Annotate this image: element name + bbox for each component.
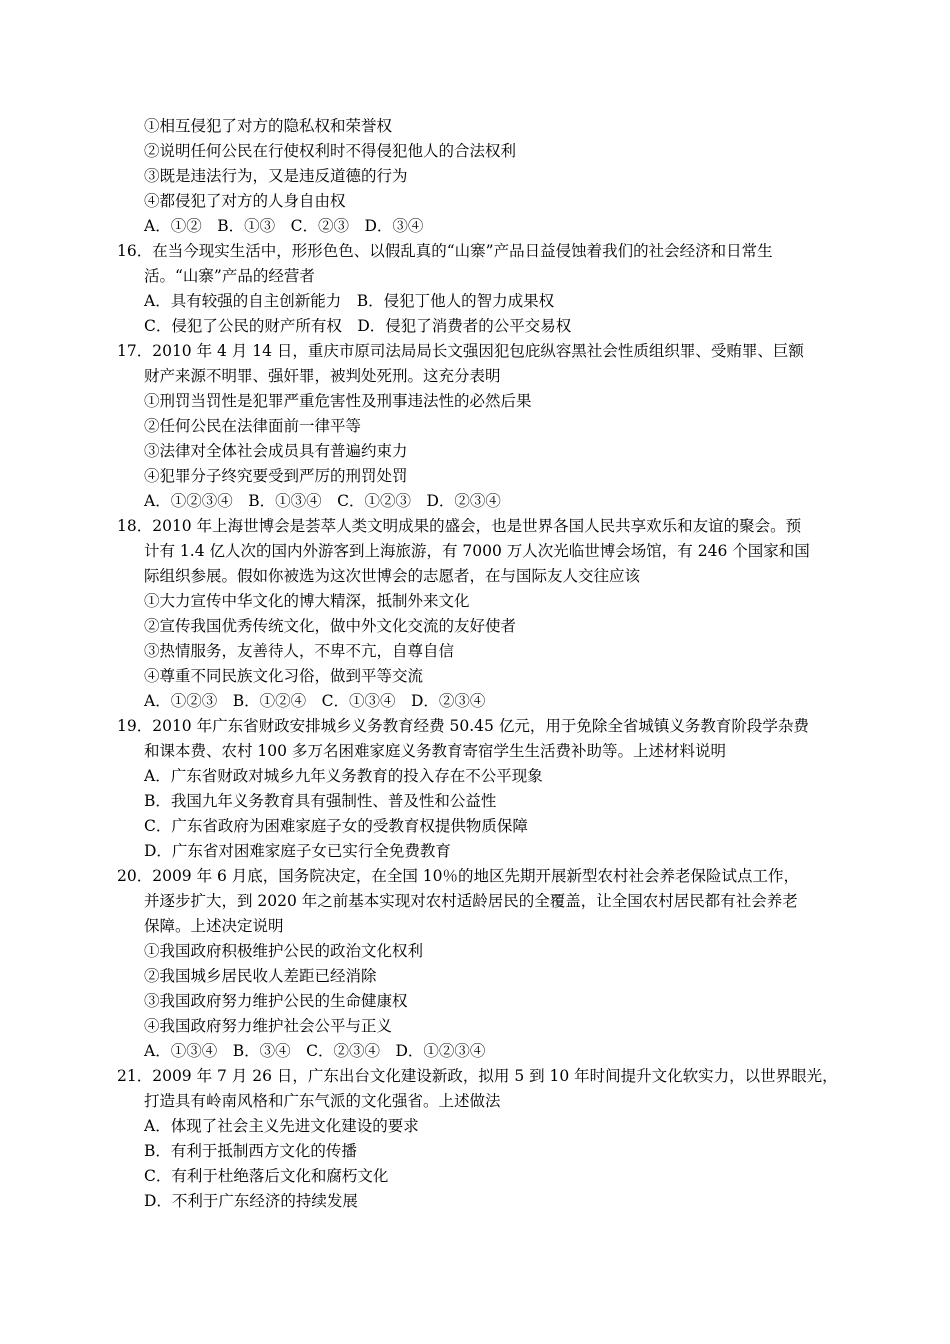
text-line: 打造具有岭南风格和广东气派的文化强省。上述做法 [144,1092,501,1110]
question-16: 16．在当今现实生活中，形形色色、以假乱真的“山寨”产品日益侵蚀着我们的社会经济和日常生 [117,242,773,260]
text-line: ①相互侵犯了对方的隐私权和荣誉权 [144,117,393,135]
text-line: ④我国政府努力维护社会公平与正义 [144,1017,393,1035]
text-line: ③热情服务，友善待人，不卑不亢，自尊自信 [144,642,455,660]
text-line: 财产来源不明罪、强奸罪，被判处死刑。这充分表明 [144,367,501,385]
text-line: C．有利于杜绝落后文化和腐朽文化 [144,1167,389,1185]
text-line: ②我国城乡居民收人差距已经消除 [144,967,377,985]
text-line: ③法律对全体社会成员具有普遍约束力 [144,442,408,460]
text-line: ②说明任何公民在行使权利时不得侵犯他人的合法权利 [144,142,517,160]
text-line: A．具有较强的自主创新能力 B．侵犯丁他人的智力成果权 [144,292,555,310]
text-line: ④犯罪分子终究要受到严厉的刑罚处罚 [144,467,408,485]
text-line: 际组织参展。假如你被选为这次世博会的志愿者，在与国际友人交往应该 [144,567,641,585]
text-line: A．①③④ B．③④ C．②③④ D．①②③④ [144,1042,486,1060]
text-line: ④尊重不同民族文化习俗，做到平等交流 [144,667,424,685]
text-line: ①我国政府积极维护公民的政治文化权利 [144,942,424,960]
text-line: ④都侵犯了对方的人身自由权 [144,192,346,210]
question-21: 21．2009 年 7 月 26 日，广东出台文化建设新政，拟用 5 到 10 年时间提升文化软实力，以世界眼光， [117,1067,838,1085]
text-line: A．①② B．①③ C．②③ D．③④ [144,217,424,235]
question-20: 20．2009 年 6 月底，国务院决定，在全国 10％的地区先期开展新型农村社会养老保险试点工作， [117,867,799,885]
text-line: C．侵犯了公民的财产所有权 D．侵犯了消费者的公平交易权 [144,317,572,335]
text-line: A．体现了社会主义先进文化建设的要求 [144,1117,419,1135]
text-line: D．不利于广东经济的持续发展 [144,1192,358,1210]
text-line: 并逐步扩大，到 2020 年之前基本实现对农村适龄居民的全覆盖，让全国农村居民都有社会养老 [144,892,798,910]
text-line: ②宣传我国优秀传统文化，做中外文化交流的友好使者 [144,617,517,635]
text-line: 和课本费、农村 100 多万名困难家庭义务教育寄宿学生生活费补助等。上述材料说明 [144,742,726,760]
text-line: A．①②③④ B．①③④ C．①②③ D．②③④ [144,492,501,510]
text-line: A．广东省财政对城乡九年义务教育的投入存在不公平现象 [144,767,543,785]
text-line: 保障。上述决定说明 [144,917,284,935]
text-line: D．广东省对困难家庭子女已实行全免费教育 [144,842,451,860]
text-line: 计有 1.4 亿人次的国内外游客到上海旅游，有 7000 万人次光临世博会场馆，有 246 个国家和国 [144,542,810,560]
question-19: 19．2010 年广东省财政安排城乡义务教育经费 50.45 亿元，用于免除全省城镇义务教育阶段学杂费 [117,717,809,735]
text-line: ③既是违法行为，又是违反道德的行为 [144,167,408,185]
text-line: B．我国九年义务教育具有强制性、普及性和公益性 [144,792,497,810]
text-line: B．有利于抵制西方文化的传播 [144,1142,357,1160]
text-line: ③我国政府努力维护公民的生命健康权 [144,992,408,1010]
text-line: A．①②③ B．①②④ C．①③④ D．②③④ [144,692,486,710]
text-line: ①大力宣传中华文化的博大精深，抵制外来文化 [144,592,470,610]
question-17: 17．2010 年 4 月 14 日，重庆市原司法局局长文强因犯包庇纵容黑社会性质组织罪、受贿罪、巨额 [117,342,804,360]
question-18: 18．2010 年上海世博会是荟萃人类文明成果的盛会，也是世界各国人民共享欢乐和友谊的聚会。预 [117,517,802,535]
text-line: C．广东省政府为困难家庭子女的受教育权提供物质保障 [144,817,528,835]
text-line: ②任何公民在法律面前一律平等 [144,417,362,435]
text-line: 活。“山寨”产品的经营者 [144,267,315,285]
text-line: ①刑罚当罚性是犯罪严重危害性及刑事违法性的必然后果 [144,392,532,410]
